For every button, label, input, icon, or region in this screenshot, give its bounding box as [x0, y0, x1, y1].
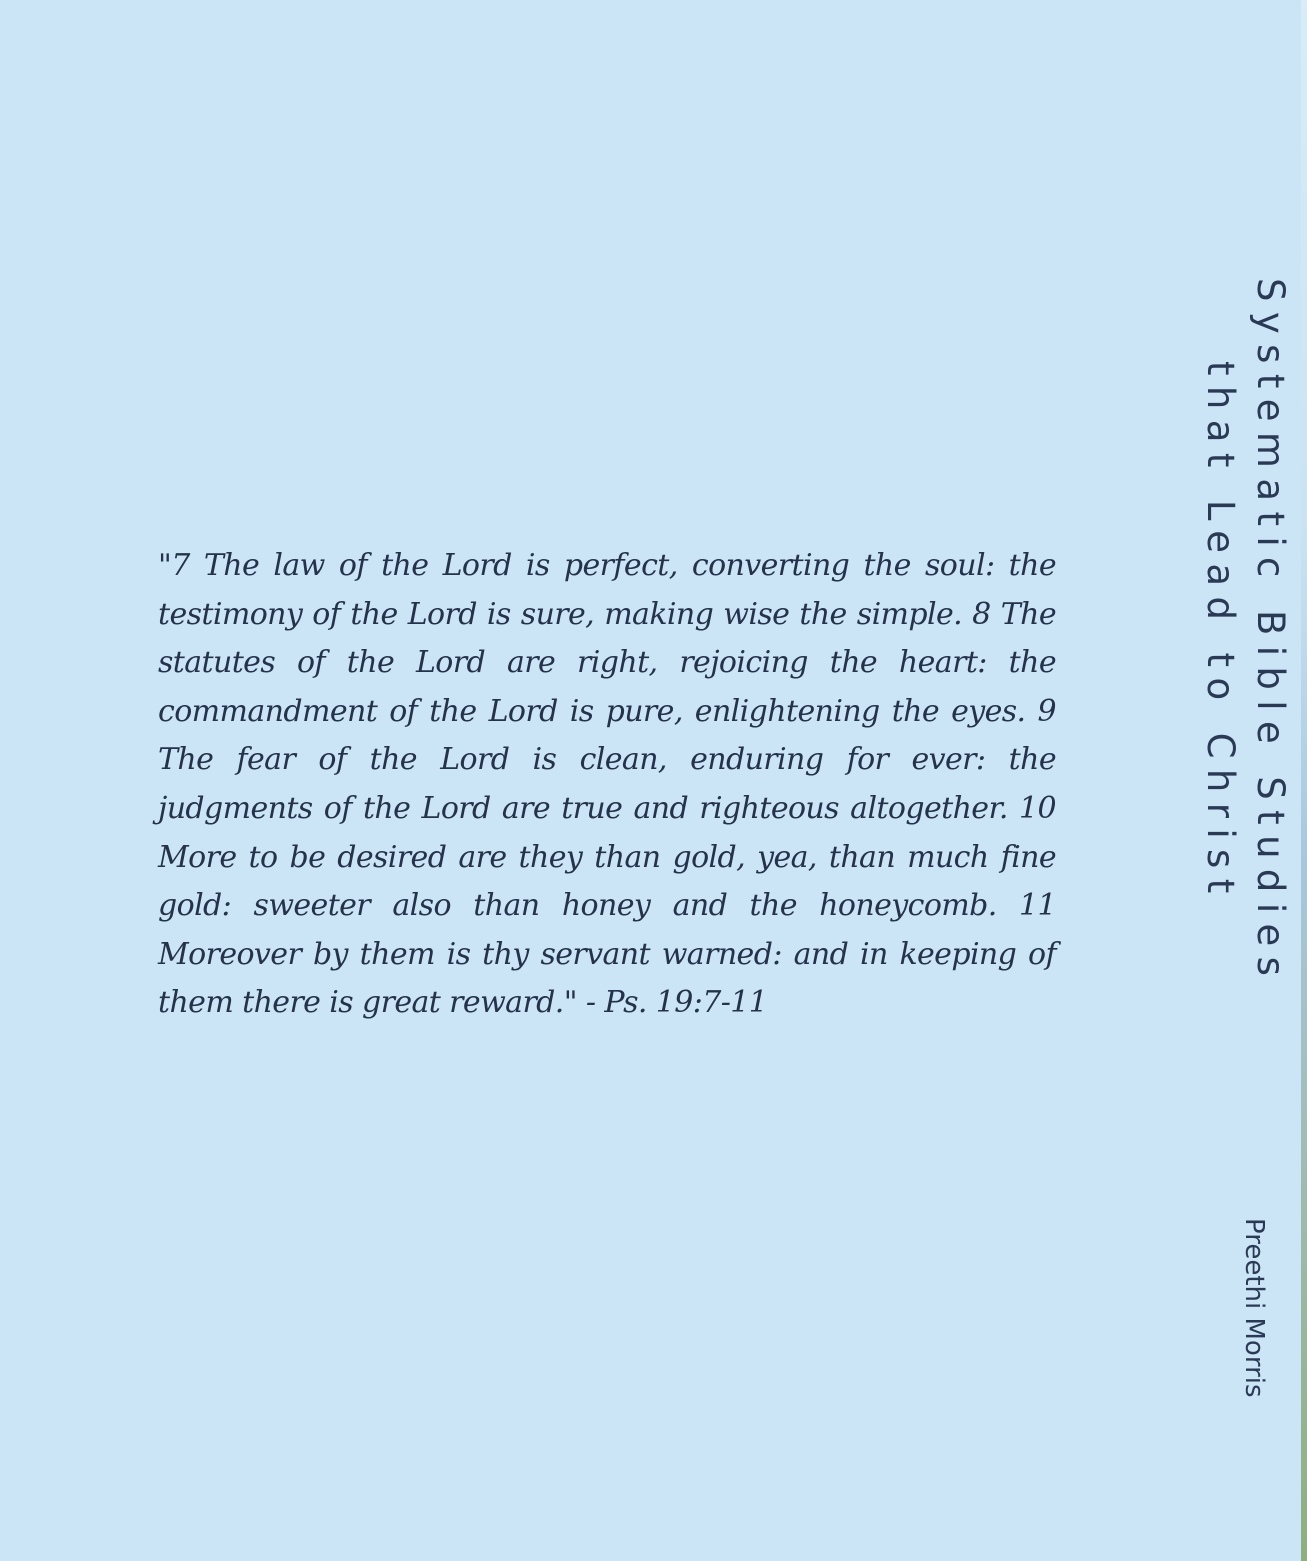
spine-title [1195, 232, 1295, 1032]
spine-title-line-1: Systematic Bible Studies [1249, 277, 1292, 987]
cover-edge-strip [1301, 0, 1307, 1561]
scripture-quote: "7 The law of the Lord is perfect, converting the soul: the testimony of the Lord is sure, making wise the simple. 8 The statutes of the Lord are right, rejoicing the heart: the commandment of the Lord is pure, enlightening the eyes. 9 The fear of the Lord is clean, enduring for ever: the judgments of the Lord are true and righteous altogether. 10 More to be desired are they than gold, yea, than much fine gold: sweeter also than honey and the honeycomb. 11 Moreover by them is thy servant warned: and in keeping of them there is great reward." - Ps. 19:7-11 [158, 548, 1056, 1021]
spine-author: Preethi Morris [1239, 1218, 1269, 1398]
spine-title-line-2: that Lead to Christ [1199, 360, 1242, 904]
